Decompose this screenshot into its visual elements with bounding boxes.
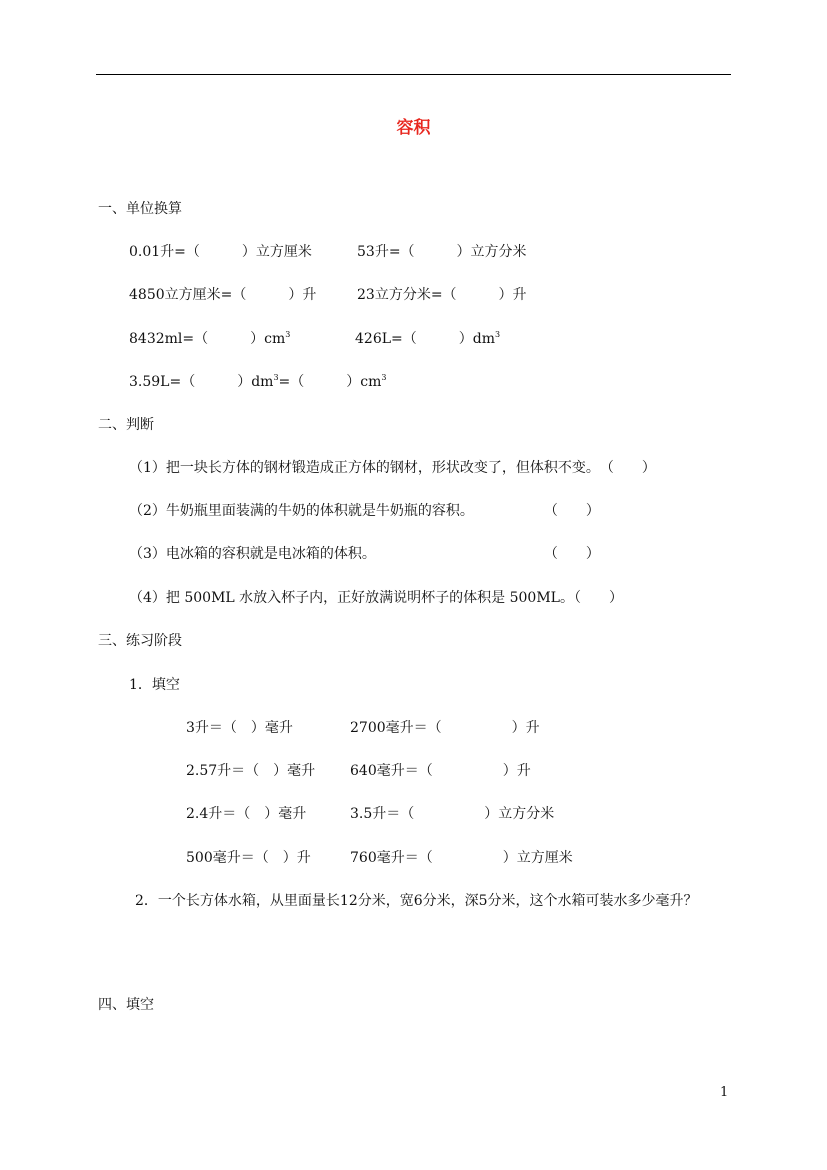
fill-item-4a: 500毫升＝（ ）升 <box>186 850 311 866</box>
page-number: 1 <box>720 1085 729 1100</box>
fill-item-2b: 640毫升＝（ ）升 <box>350 763 531 779</box>
conversion-3a <box>129 329 290 349</box>
subsection-fill-blank: 1．填空 <box>129 677 180 693</box>
conversion-3b-text: 426L=（ ）dm <box>355 331 495 347</box>
section-3-heading: 三、练习阶段 <box>98 633 182 649</box>
conversion-3b <box>355 329 500 349</box>
word-problem: 2．一个长方体水箱，从里面量长12分米，宽6分米，深5分米，这个水箱可装水多少毫升？ <box>135 893 698 909</box>
section-2-heading: 二、判断 <box>98 417 154 433</box>
fill-item-3a: 2.4升＝（ ）毫升 <box>186 806 307 822</box>
conversion-3b-exponent: 3 <box>495 330 501 339</box>
conversion-4b-exponent: 3 <box>381 373 387 382</box>
conversion-1a: 0.01升=（ ）立方厘米 <box>129 244 312 260</box>
fill-item-1b: 2700毫升＝（ ）升 <box>350 720 540 736</box>
conversion-2a: 4850立方厘米=（ ）升 <box>129 287 317 303</box>
fill-item-4b: 760毫升＝（ ）立方厘米 <box>350 850 573 866</box>
judgement-item-2: （2）牛奶瓶里面装满的牛奶的体积就是牛奶瓶的容积。 （ ） <box>129 503 600 519</box>
section-4-heading: 四、填空 <box>98 997 154 1013</box>
conversion-3a-exponent: 3 <box>285 330 291 339</box>
judgement-item-3: （3）电冰箱的容积就是电冰箱的体积。 （ ） <box>129 546 600 562</box>
page-title: 容积 <box>396 118 431 138</box>
header-rule <box>96 74 731 75</box>
fill-item-1a: 3升＝（ ）毫升 <box>186 720 293 736</box>
judgement-item-4: （4）把 500ML 水放入杯子内，正好放满说明杯子的体积是 500ML。（ ） <box>129 590 623 606</box>
conversion-4a-exponent: 3 <box>273 373 279 382</box>
conversion-4b-text: =（ ）cm <box>278 374 382 390</box>
conversion-3a-text: 8432ml=（ ）cm <box>129 331 286 347</box>
conversion-4a-text: 3.59L=（ ）dm <box>129 374 274 390</box>
conversion-2b: 23立方分米=（ ）升 <box>357 287 527 303</box>
conversion-1b: 53升=（ ）立方分米 <box>357 244 527 260</box>
fill-item-3b: 3.5升＝（ ）立方分米 <box>350 806 555 822</box>
conversion-4 <box>129 372 386 392</box>
section-1-heading: 一、单位换算 <box>98 201 182 217</box>
fill-item-2a: 2.57升＝（ ）毫升 <box>186 763 316 779</box>
judgement-item-1: （1）把一块长方体的钢材锻造成正方体的钢材，形状改变了，但体积不变。 （ ） <box>129 460 656 476</box>
